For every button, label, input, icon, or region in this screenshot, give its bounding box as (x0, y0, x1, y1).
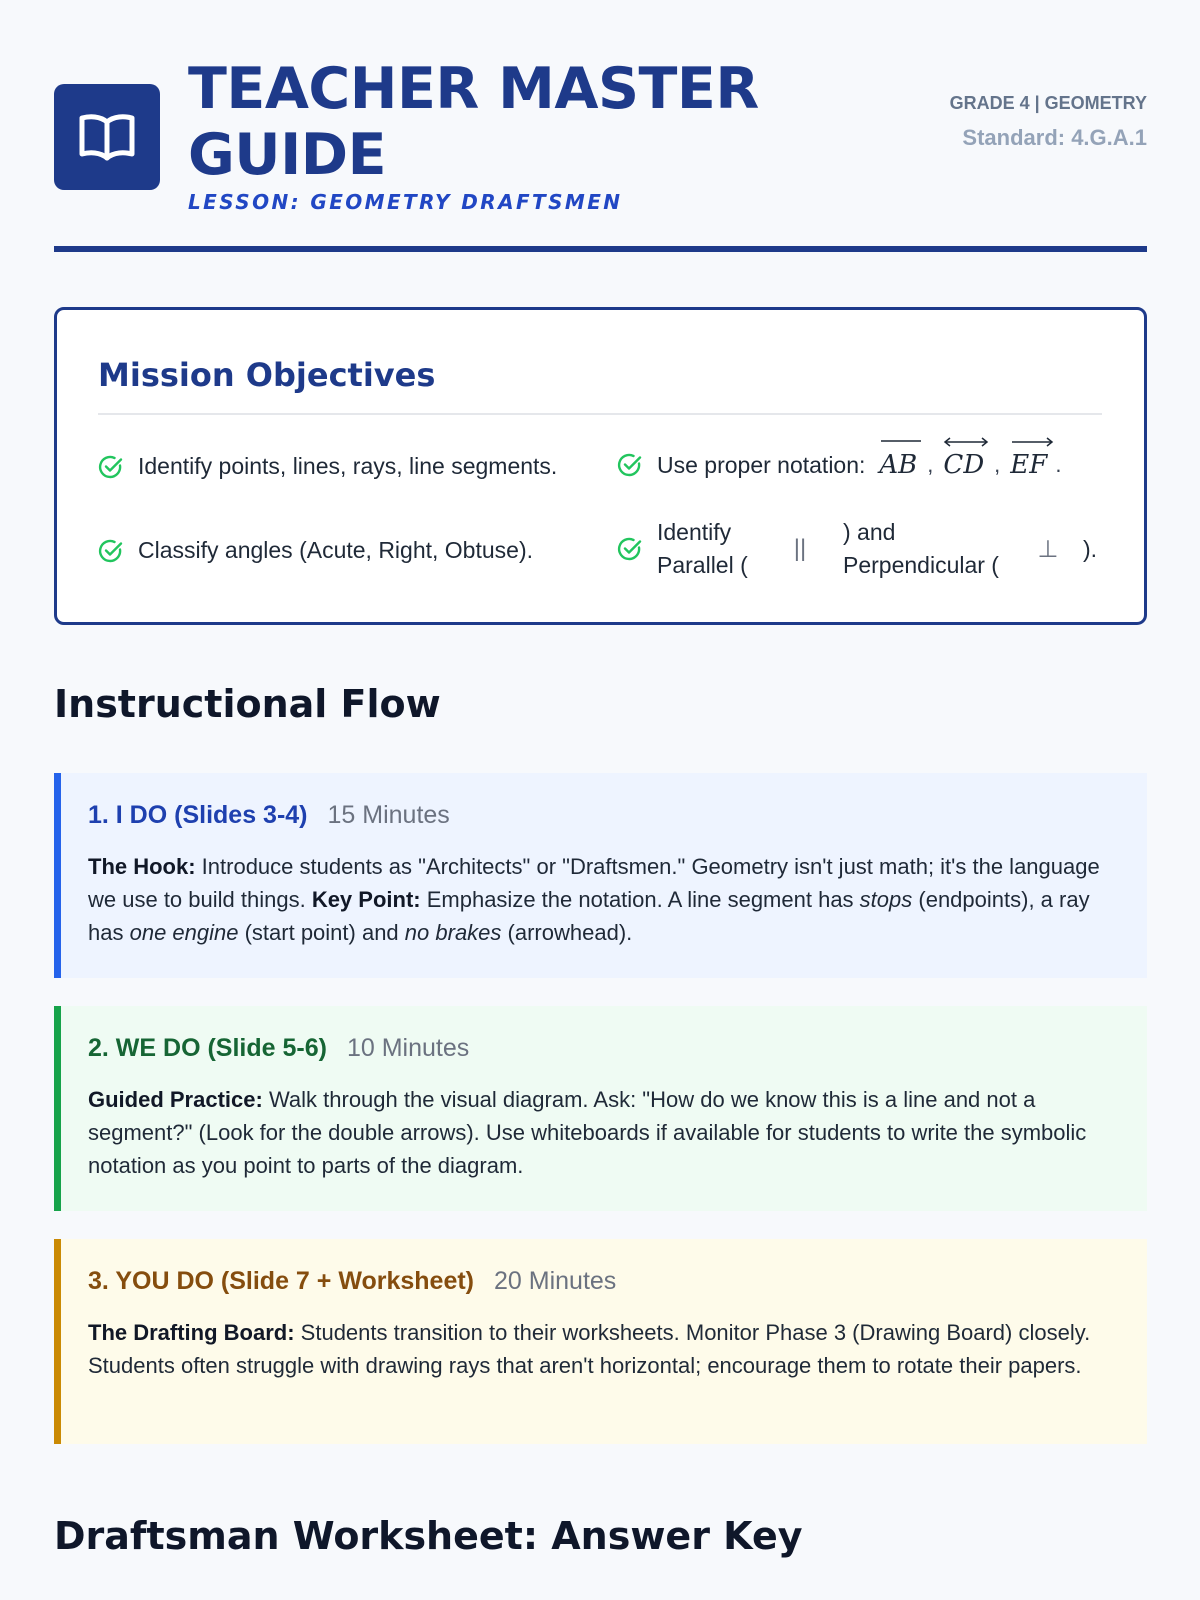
parallel-symbol: || (793, 535, 807, 562)
objective-item (98, 453, 557, 480)
phase-description: The Hook: Introduce students as "Architects" or "Draftsmen." Geometry isn't just math; it's the language we use to build things. Key Point: Emphasize the notation. A line segment has stops (endpoints), a ray has one engine (start point) and no brakes (arrowhead). (88, 854, 1100, 945)
objective-item (98, 537, 533, 564)
answer-key-title: Draftsman Worksheet: Answer Key (54, 1514, 803, 1558)
grade-label: GRADE 4 | GEOMETRY (949, 93, 1147, 113)
phase-card-we-do (54, 1006, 1147, 1211)
header (54, 0, 1147, 254)
objective-item (617, 516, 1117, 582)
mission-objectives-card (54, 307, 1147, 625)
phase-header (88, 1034, 1113, 1063)
ray-notation: EF (1010, 450, 1047, 480)
objective-text: ). (1083, 535, 1098, 562)
objective-text: Classify angles (Acute, Right, Obtuse). (138, 537, 533, 563)
objective-text: ) and Perpendicular ( (843, 519, 999, 578)
phase-description: Guided Practice: Walk through the visual diagram. Ask: "How do we know this is a line and not a segment?" (Look for the double arrows). Use whiteboards if available for students to write the symbolic notation as you point to parts of the diagram. (88, 1087, 1087, 1178)
phase-label: 1. I DO (Slides 3-4) (88, 801, 308, 829)
lesson-subtitle: LESSON: GEOMETRY DRAFTSMEN (188, 190, 623, 214)
check-circle-icon (98, 538, 124, 564)
objectives-divider (98, 413, 1102, 415)
check-circle-icon (98, 454, 124, 480)
ray-arrow-icon (1010, 436, 1054, 448)
phase-time: 20 Minutes (494, 1267, 617, 1295)
instructional-flow-title: Instructional Flow (54, 682, 441, 726)
check-circle-icon (617, 536, 643, 562)
phase-card-i-do (54, 773, 1147, 978)
check-circle-icon (617, 452, 643, 478)
page-title: TEACHER MASTER GUIDE (188, 56, 759, 188)
phase-time: 15 Minutes (327, 801, 450, 829)
segment-notation: AB (879, 450, 917, 480)
objectives-title: Mission Objectives (98, 356, 436, 394)
open-book-icon (78, 112, 136, 162)
phase-header (88, 801, 1113, 830)
phase-time: 10 Minutes (346, 1034, 470, 1062)
objective-text: Use proper notation: (657, 451, 866, 478)
segment-bar-icon (879, 436, 923, 446)
phase-description: The Drafting Board: Students transition to their worksheets. Monitor Phase 3 (Drawing Board) closely. Students often struggle with drawing rays that aren't horizontal; encourage them to rotate their papers. (88, 1320, 1091, 1378)
line-arrows-icon (943, 436, 989, 448)
standard-label: Standard: 4.G.A.1 (962, 125, 1147, 150)
header-meta (947, 90, 1147, 151)
objective-text: Identify points, lines, rays, line segments. (138, 453, 558, 479)
phase-label: 3. YOU DO (Slide 7 + Worksheet) (88, 1267, 474, 1295)
header-divider (54, 246, 1147, 252)
phase-card-you-do (54, 1239, 1147, 1444)
objective-text: Identify Parallel ( (657, 519, 748, 578)
phase-label: 2. WE DO (Slide 5-6) (88, 1034, 327, 1062)
phase-header (88, 1267, 1113, 1296)
objective-item: Use proper notation: AB , CD , EF . (617, 450, 1061, 480)
line-notation: CD (943, 450, 984, 480)
teacher-guide-page (54, 0, 1147, 1558)
perpendicular-symbol: ⊥ (1037, 535, 1059, 563)
logo (54, 84, 160, 190)
